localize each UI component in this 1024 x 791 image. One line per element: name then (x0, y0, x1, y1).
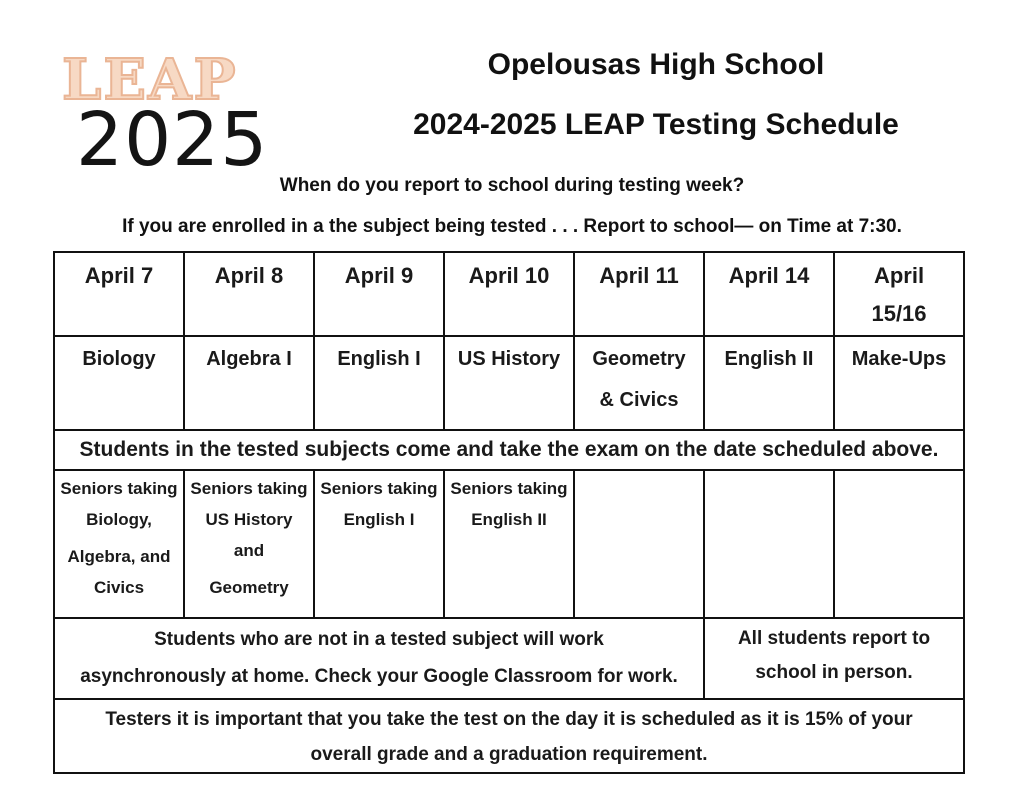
empty-cell (574, 470, 704, 618)
dates-row (54, 252, 964, 336)
cell-line: Seniors taking (450, 479, 568, 498)
cell-line: April 7 (84, 263, 154, 288)
empty-cell (704, 470, 834, 618)
date-cell (444, 252, 574, 336)
cell-line: Biology, (86, 510, 152, 529)
cell-line: US History (457, 348, 561, 370)
cell-line: US History (205, 510, 293, 529)
subject-cell (314, 336, 444, 430)
empty-cell (834, 470, 964, 618)
tested-students-banner: Students in the tested subjects come and take the exam on the date scheduled above. (54, 430, 964, 470)
cell-line: Biology (82, 348, 156, 370)
page-title: 2024-2025 LEAP Testing Schedule (413, 108, 899, 141)
cell-line: 15/16 (871, 301, 927, 326)
cell-line: English I (337, 348, 421, 370)
cell-line: Seniors taking (190, 479, 308, 498)
cell-line: Make-Ups (851, 348, 947, 370)
cell-line: April 11 (599, 263, 679, 288)
banner-row (54, 430, 964, 470)
seniors-cell (444, 470, 574, 618)
async-row (54, 618, 964, 699)
cell-line: Students who are not in a tested subject will work (154, 629, 604, 650)
non-tested-students-cell (54, 618, 704, 699)
cell-line: All students report to (737, 628, 931, 649)
cell-line: & Civics (599, 389, 679, 411)
cell-line: Algebra, and (67, 547, 171, 566)
subject-cell (54, 336, 184, 430)
date-cell (184, 252, 314, 336)
cell-line: Seniors taking (320, 479, 438, 498)
date-cell (314, 252, 444, 336)
testing-schedule-table (53, 251, 965, 774)
seniors-cell (314, 470, 444, 618)
date-cell (704, 252, 834, 336)
report-instruction: If you are enrolled in a the subject being tested . . . Report to school— on Time at 7:30. (122, 216, 902, 237)
school-name: Opelousas High School (487, 48, 825, 81)
subject-cell (834, 336, 964, 430)
subject-cell (704, 336, 834, 430)
logo-year: 2025 (76, 97, 269, 183)
cell-line: Algebra I (206, 348, 292, 370)
cell-line: and (233, 541, 265, 560)
subject-cell (574, 336, 704, 430)
cell-line: April 9 (344, 263, 414, 288)
cell-line: Geometry (592, 348, 686, 370)
cell-line: Geometry (209, 578, 289, 597)
all-report-cell (704, 618, 964, 699)
cell-line: English II (724, 348, 814, 370)
cell-line: April 14 (728, 263, 810, 288)
cell-line: Seniors taking (60, 479, 178, 498)
cell-line: asynchronously at home. Check your Google Classroom for work. (80, 666, 678, 687)
tester-notice-cell (54, 699, 964, 773)
seniors-row (54, 470, 964, 618)
cell-line: April 10 (468, 263, 550, 288)
date-cell (54, 252, 184, 336)
subject-cell (184, 336, 314, 430)
cell-line: Testers it is important that you take the test on the day it is scheduled as it is 15% of your (105, 709, 913, 730)
logo-leap-word: LEAP (62, 47, 238, 113)
cell-line: English II (471, 510, 547, 529)
cell-line: school in person. (755, 662, 913, 683)
cell-line: April 8 (214, 263, 284, 288)
seniors-cell (54, 470, 184, 618)
cell-line: April (873, 263, 925, 288)
report-question: When do you report to school during testing week? (279, 175, 745, 196)
subjects-row (54, 336, 964, 430)
cell-line: Civics (93, 578, 145, 597)
cell-line: English I (343, 510, 415, 529)
cell-line: overall grade and a graduation requirement. (310, 744, 708, 765)
date-cell (574, 252, 704, 336)
subject-cell (444, 336, 574, 430)
date-cell (834, 252, 964, 336)
seniors-cell (184, 470, 314, 618)
footer-row (54, 699, 964, 773)
leap-2025-logo (62, 47, 292, 183)
